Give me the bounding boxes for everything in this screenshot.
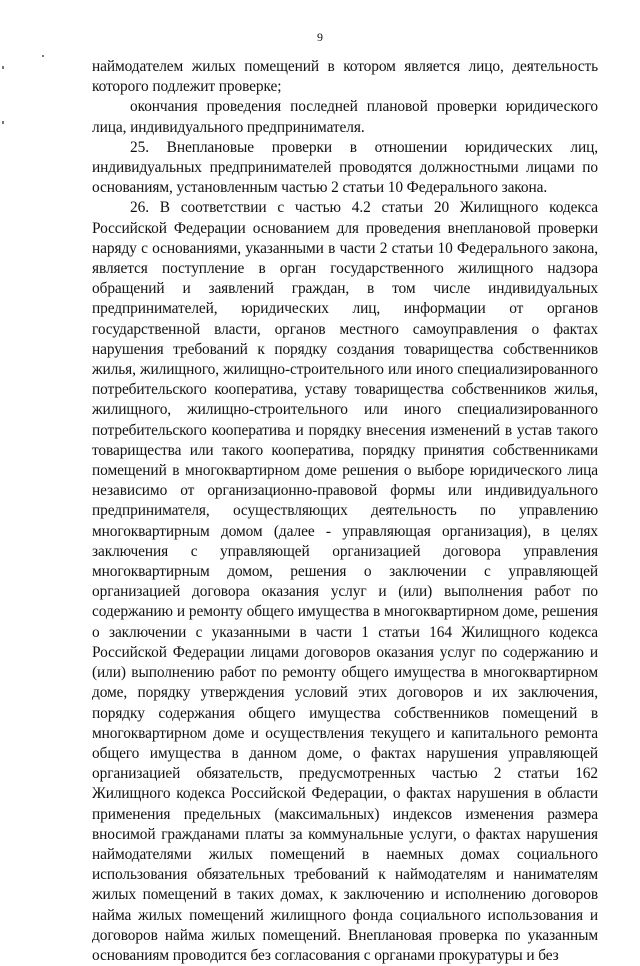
page-number: 9	[317, 30, 323, 44]
paragraph-continuation: наймодателем жилых помещений в котором является лицо, деятельность которого подлежит проверке;	[92, 58, 598, 96]
document-body	[92, 57, 598, 966]
paragraph-26: 26. В соответствии с частью 4.2 статьи 20 Жилищного кодекса Российской Федерации основанием для проведения внеплановой проверки наряду с основаниями, указанными в части 2 статьи 10 Федерального закона, является поступление в орган государственного жилищного надзора обращений и заявлений граждан, в том числе индивидуальных предпринимателей, юридических лиц, информации от органов государственной власти, органов местного самоуправления о фактах нарушения требований к порядку создания товарищества собственников жилья, жилищного, жилищно-строительного или иного специализированного потребительского кооператива, уставу товарищества собственников жилья, жилищного, жилищно-строительного или иного специализированного потребительского кооператива и порядку внесения изменений в устав такого товарищества или такого кооператива, порядку принятия собственниками помещений в многоквартирном доме решения о выборе юридического лица независимо от организационно-правовой формы или индивидуального предпринимателя, осуществляющих деятельность по управлению многоквартирным домом (далее - управляющая организация), в целях заключения с управляющей организацией договора управления многоквартирным домом, решения о заключении с управляющей организацией договора оказания услуг и (или) выполнения работ по содержанию и ремонту общего имущества в многоквартирном доме, решения о заключении с указанными в части 1 статьи 164 Жилищного кодекса Российской Федерации лицами договоров оказания услуг по содержанию и (или) выполнению работ по ремонту общего имущества в многоквартирном доме, порядку утверждения условий этих договоров и их заключения, порядку содержания общего имущества собственников помещений в многоквартирном доме и осуществления текущего и капитального ремонта общего имущества в данном доме, о фактах нарушения управляющей организацией обязательств, предусмотренных частью 2 статьи 162 Жилищного кодекса Российской Федерации, о фактах нарушения в области применения предельных (максимальных) индексов изменения размера вносимой гражданами платы за коммунальные услуги, о фактах нарушения наймодателями жилых помещений в наемных домах социального использования обязательных требований к наймодателям и нанимателям жилых помещений в таких домах, к заключению и исполнению договоров найма жилых помещений жилищного фонда социального использования и договоров найма жилых помещений. Внеплановая проверка по указанным основаниям проводится без согласования с органами прокуратуры и без	[92, 199, 598, 964]
scan-mark	[2, 66, 4, 69]
scan-mark	[42, 55, 44, 57]
paragraph-25: 25. Внеплановые проверки в отношении юридических лиц, индивидуальных предпринимателей проводятся должностными лицами по основаниям, установленным частью 2 статьи 10 Федерального закона.	[92, 138, 598, 197]
scan-mark	[2, 121, 4, 124]
paragraph-last-inspection: окончания проведения последней плановой проверки юридического лица, индивидуального предпринимателя.	[92, 98, 598, 136]
